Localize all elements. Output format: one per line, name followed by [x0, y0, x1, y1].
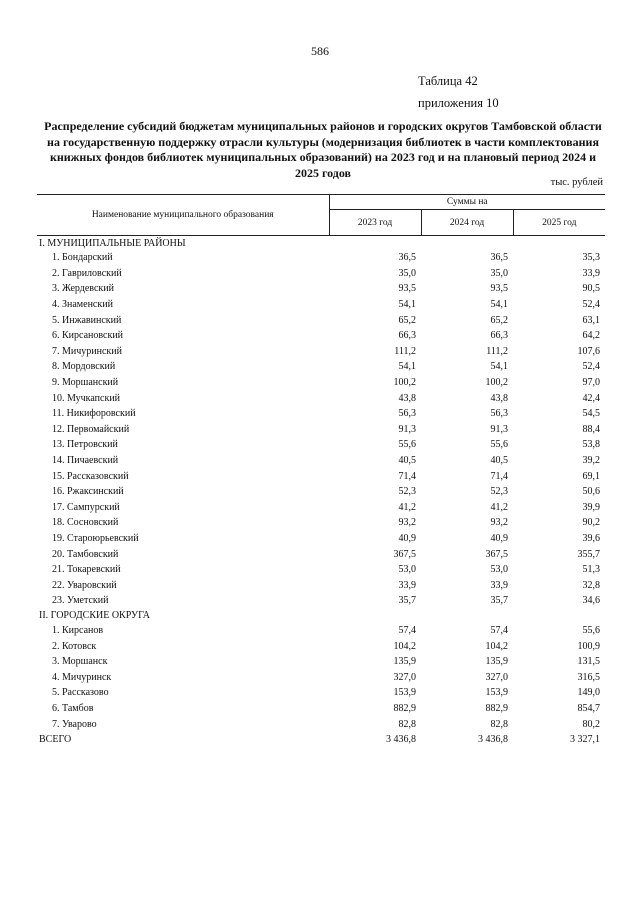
amount-2024: 111,2 [486, 345, 508, 357]
amount-2025: 90,5 [582, 283, 601, 295]
amount-2025: 39,9 [582, 501, 601, 513]
table-row [37, 312, 605, 328]
total-2025: 3 327,1 [570, 734, 601, 746]
appendix-label: приложения 10 [418, 96, 499, 110]
table-row [37, 328, 605, 344]
amount-2024: 882,9 [485, 702, 508, 714]
table-row [37, 716, 605, 732]
amount-2025: 35,3 [582, 252, 601, 264]
table-row [37, 593, 605, 609]
municipality-name: 2. Гавриловский [52, 267, 122, 279]
section-row [37, 609, 605, 623]
municipality-name: 7. Мичуринский [52, 345, 122, 357]
amount-2023: 36,5 [398, 252, 416, 264]
municipality-name: 16. Ржаксинский [52, 486, 124, 498]
amount-2025: 51,3 [582, 564, 601, 576]
table-row [37, 669, 605, 685]
municipality-name: 23. Уметский [52, 595, 109, 607]
municipality-name: 3. Жердевский [52, 283, 114, 295]
table-row [37, 638, 605, 654]
amount-2025: 131,5 [577, 656, 601, 668]
municipality-name: 3. Моршанск [52, 656, 108, 668]
header-sums: Суммы на [329, 195, 605, 210]
amount-2025: 100,9 [577, 640, 601, 652]
municipality-name: 17. Сампурский [52, 501, 120, 513]
units-label: тыс. рублей [550, 177, 603, 188]
amount-2025: 32,8 [582, 579, 601, 591]
table-row [37, 344, 605, 360]
amount-2025: 149,0 [577, 687, 601, 699]
table-label: Таблица 42 [418, 74, 478, 88]
table-row [37, 623, 605, 639]
amount-2024: 36,5 [490, 252, 508, 264]
amount-2023: 71,4 [398, 470, 416, 482]
table-row [37, 375, 605, 391]
amount-2023: 135,9 [393, 656, 416, 668]
amount-2024: 82,8 [490, 718, 508, 730]
amount-2025: 64,2 [582, 330, 601, 342]
section-title: II. ГОРОДСКИЕ ОКРУГА [39, 610, 151, 622]
amount-2023: 111,2 [394, 345, 416, 357]
municipality-name: 12. Первомайский [52, 423, 130, 435]
amount-2024: 104,2 [485, 640, 508, 652]
municipality-name: 18. Сосновский [52, 517, 119, 529]
table-row [37, 685, 605, 701]
table-row [37, 577, 605, 593]
amount-2025: 107,6 [577, 345, 601, 357]
amount-2023: 40,5 [398, 455, 416, 467]
table-row [37, 281, 605, 297]
table-row [37, 250, 605, 266]
amount-2023: 56,3 [398, 408, 416, 420]
amount-2024: 55,6 [490, 439, 508, 451]
amount-2024: 54,1 [490, 361, 508, 373]
total-row [37, 732, 605, 748]
amount-2025: 39,6 [582, 532, 601, 544]
amount-2023: 33,9 [398, 579, 416, 591]
amount-2023: 54,1 [398, 299, 416, 311]
amount-2023: 35,0 [398, 267, 416, 279]
amount-2024: 33,9 [490, 579, 508, 591]
municipality-name: 6. Тамбов [52, 702, 94, 714]
amount-2024: 71,4 [490, 470, 508, 482]
amount-2023: 104,2 [393, 640, 416, 652]
amount-2023: 93,5 [398, 283, 416, 295]
amount-2025: 52,4 [582, 361, 601, 373]
amount-2023: 55,6 [398, 439, 416, 451]
amount-2025: 90,2 [582, 517, 601, 529]
municipality-name: 14. Пичаевский [52, 455, 119, 467]
municipality-name: 9. Моршанский [52, 377, 119, 389]
municipality-name: 20. Тамбовский [52, 548, 119, 560]
amount-2025: 54,5 [582, 408, 601, 420]
municipality-name: 15. Рассказовский [52, 470, 129, 482]
amount-2023: 66,3 [398, 330, 416, 342]
table-row [37, 500, 605, 516]
table-row [37, 654, 605, 670]
municipality-name: 6. Кирсановский [52, 330, 124, 342]
amount-2025: 42,4 [582, 392, 601, 404]
amount-2023: 100,2 [393, 377, 416, 389]
table-row [37, 701, 605, 717]
amount-2024: 66,3 [490, 330, 508, 342]
amount-2025: 39,2 [582, 455, 601, 467]
municipality-name: 4. Знаменский [52, 299, 113, 311]
amount-2024: 367,5 [485, 548, 508, 560]
amount-2023: 65,2 [398, 314, 416, 326]
amount-2024: 153,9 [485, 687, 508, 699]
amount-2024: 327,0 [485, 671, 508, 683]
municipality-name: 4. Мичуринск [52, 671, 112, 683]
amount-2024: 40,9 [490, 532, 508, 544]
table-row [37, 297, 605, 313]
amount-2023: 93,2 [398, 517, 416, 529]
amount-2025: 33,9 [582, 267, 601, 279]
municipality-name: 1. Бондарский [52, 252, 113, 264]
table-row [37, 468, 605, 484]
amount-2024: 93,2 [490, 517, 508, 529]
header-year-2023: 2023 год [329, 210, 421, 236]
amount-2024: 41,2 [490, 501, 508, 513]
amount-2024: 35,7 [490, 595, 508, 607]
municipality-name: 2. Котовск [52, 640, 97, 652]
amount-2025: 88,4 [582, 423, 601, 435]
municipality-name: 21. Токаревский [52, 564, 121, 576]
amount-2024: 53,0 [490, 564, 508, 576]
amount-2024: 43,8 [490, 392, 508, 404]
total-2023: 3 436,8 [386, 734, 416, 746]
amount-2024: 93,5 [490, 283, 508, 295]
municipality-name: 5. Рассказово [52, 687, 109, 699]
amount-2023: 53,0 [398, 564, 416, 576]
amount-2025: 80,2 [582, 718, 601, 730]
table-row [37, 562, 605, 578]
municipality-name: 8. Мордовский [52, 361, 116, 373]
table-row [37, 437, 605, 453]
municipality-name: 7. Уварово [52, 718, 97, 730]
table-row [37, 406, 605, 422]
section-row [37, 236, 605, 251]
amount-2025: 97,0 [582, 377, 601, 389]
amount-2023: 153,9 [393, 687, 416, 699]
amount-2024: 54,1 [490, 299, 508, 311]
municipality-name: 10. Мучкапский [52, 392, 121, 404]
amount-2023: 82,8 [398, 718, 416, 730]
amount-2024: 65,2 [490, 314, 508, 326]
amount-2024: 100,2 [485, 377, 508, 389]
amount-2023: 327,0 [393, 671, 416, 683]
municipality-name: 5. Инжавинский [52, 314, 122, 326]
amount-2025: 316,5 [577, 671, 601, 683]
table-row [37, 453, 605, 469]
amount-2025: 55,6 [582, 624, 601, 636]
amount-2025: 34,6 [582, 595, 601, 607]
amount-2023: 43,8 [398, 392, 416, 404]
amount-2024: 57,4 [490, 624, 508, 636]
section-title: I. МУНИЦИПАЛЬНЫЕ РАЙОНЫ [39, 237, 186, 249]
page-number: 586 [311, 44, 329, 58]
amount-2024: 35,0 [490, 267, 508, 279]
amount-2023: 882,9 [393, 702, 416, 714]
table-row [37, 390, 605, 406]
amount-2023: 52,3 [398, 486, 416, 498]
header-name: Наименование муниципального образования [37, 195, 329, 236]
header-year-2025: 2025 год [513, 210, 605, 236]
municipality-name: 11. Никифоровский [52, 408, 136, 420]
amount-2025: 69,1 [582, 470, 601, 482]
total-2024: 3 436,8 [478, 734, 508, 746]
table-body [37, 236, 605, 748]
amount-2023: 367,5 [393, 548, 416, 560]
table-row [37, 546, 605, 562]
table-row [37, 531, 605, 547]
amount-2025: 63,1 [582, 314, 601, 326]
amount-2024: 52,3 [490, 486, 508, 498]
table-row [37, 359, 605, 375]
amount-2025: 52,4 [582, 299, 601, 311]
municipality-name: 1. Кирсанов [52, 624, 104, 636]
table-row [37, 266, 605, 282]
amount-2024: 135,9 [485, 656, 508, 668]
amount-2023: 57,4 [398, 624, 416, 636]
table-row [37, 515, 605, 531]
municipality-name: 13. Петровский [52, 439, 118, 451]
header-year-2024: 2024 год [421, 210, 513, 236]
municipality-name: 19. Староюрьевский [52, 532, 139, 544]
document-title: Распределение субсидий бюджетам муниципальных районов и городских округов Тамбовской области на государственную поддержку отрасли культуры (модернизация библиотек в части комплектования книжных фондов библиотек муниципальных образований) на 2023 год и на плановый период 2024 и 2025 годов [44, 119, 602, 180]
amount-2024: 56,3 [490, 408, 508, 420]
amount-2023: 91,3 [398, 423, 416, 435]
table-row [37, 484, 605, 500]
subsidy-table [37, 194, 605, 748]
amount-2023: 41,2 [398, 501, 416, 513]
amount-2023: 35,7 [398, 595, 416, 607]
total-label: ВСЕГО [39, 734, 72, 746]
amount-2023: 54,1 [398, 361, 416, 373]
amount-2023: 40,9 [398, 532, 416, 544]
amount-2025: 50,6 [582, 486, 601, 498]
amount-2025: 355,7 [577, 548, 601, 560]
amount-2025: 53,8 [582, 439, 601, 451]
amount-2025: 854,7 [577, 702, 601, 714]
amount-2024: 91,3 [490, 423, 508, 435]
table-row [37, 422, 605, 438]
amount-2024: 40,5 [490, 455, 508, 467]
municipality-name: 22. Уваровский [52, 579, 117, 591]
